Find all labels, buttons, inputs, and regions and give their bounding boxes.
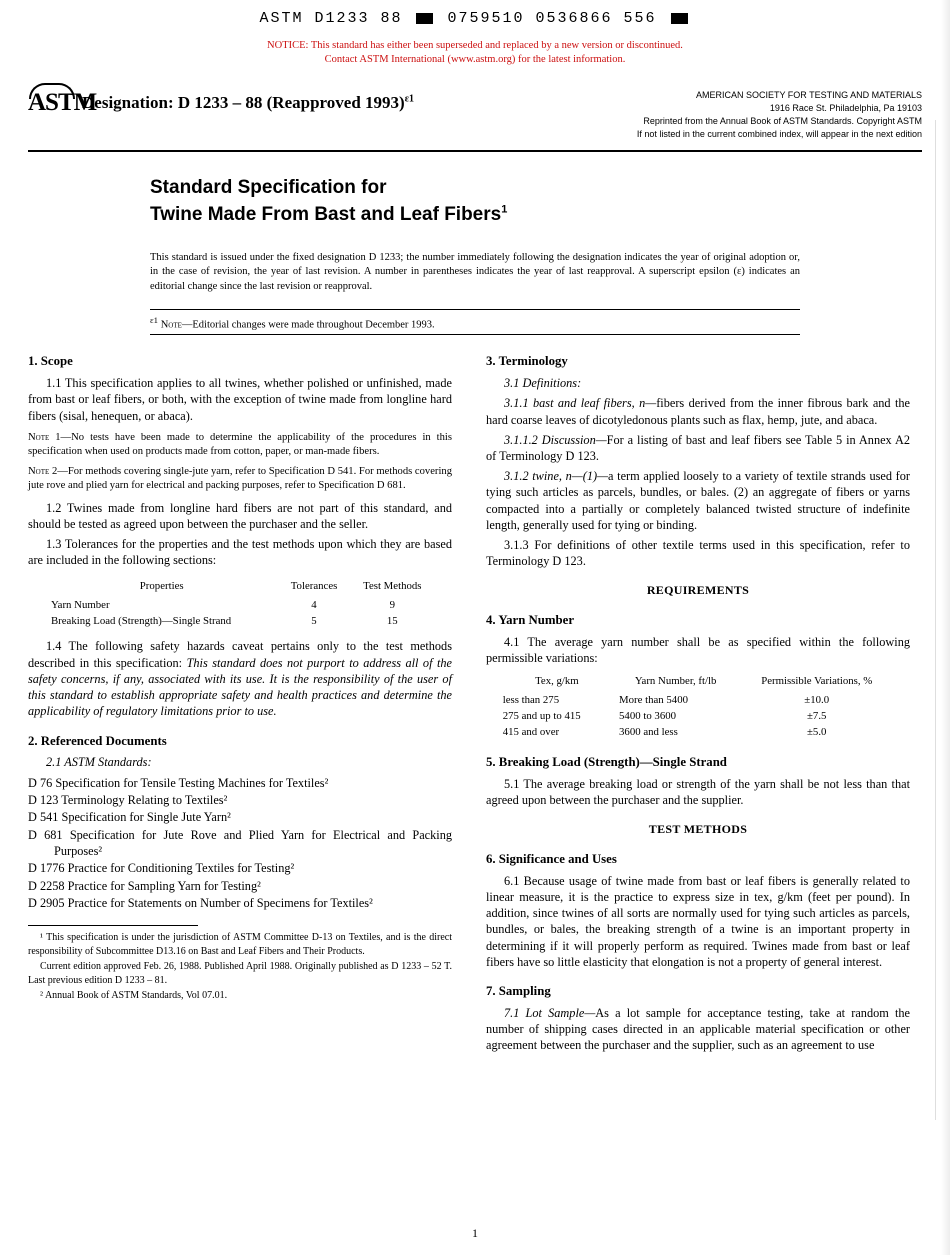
reference-list — [28, 775, 452, 912]
table-row — [45, 613, 435, 629]
para-1-3: 1.3 Tolerances for the properties and the test methods upon which they are based are included in the following sections: — [28, 537, 452, 568]
barcode-text: ASTM D1233 88 — [259, 10, 403, 27]
footnote-2: ² Annual Book of ASTM Standards, Vol 07.01. — [40, 990, 228, 1002]
section-head-test-methods: TEST METHODS — [648, 821, 748, 836]
col-header-permissible-variations: Permissible Variations, % — [761, 674, 873, 687]
col-header-tex: Tex, g/km — [535, 674, 579, 687]
heading-significance-and-uses: 6. Significance and Uses — [486, 851, 617, 866]
para-1-2: 1.2 Twines made from longline hard fibers are not part of this standard, and should be tested as agreed upon between the purchaser and the seller. — [28, 500, 452, 532]
para-3-1-2 — [486, 468, 910, 533]
list-item: D 541 Specification for Single Jute Yarn² — [28, 810, 231, 825]
note-2 — [28, 465, 452, 493]
cell-yarn-number: More than 5400 — [619, 693, 688, 706]
table-row — [45, 597, 435, 613]
col-header-yarn-number: Yarn Number, ft/lb — [634, 674, 717, 687]
term-bast-and-leaf-fibers: 3.1.1 bast and leaf fibers, n— — [504, 396, 657, 411]
heading-scope: 1. Scope — [28, 354, 73, 369]
designation-text: Designation: D 1233 – 88 (Reapproved 1993) — [82, 93, 405, 113]
list-item: D 2258 Practice for Sampling Yarn for Testing² — [28, 878, 261, 893]
para-1-4-plain: 1.4 The following safety hazards caveat pertains only to the test methods described in this specification: — [28, 639, 452, 670]
def-lot-sample: As a lot sample for acceptance testing, take at random the number of shipping cases directed in an applicable material specification or other agreement between the purchaser and the supplier, such as an agreement to use — [486, 1005, 910, 1053]
page-number: 1 — [472, 1226, 478, 1240]
table-row — [499, 724, 898, 740]
tolerances-table — [45, 578, 435, 630]
cell-variation: ±7.5 — [807, 710, 827, 723]
para-6-1: 6.1 Because usage of twine made from bast or leaf fibers is generally related to linear measure, it is the practice to express size in tex, g/km (feet per pound). In addition, since twines of all sorts are normally used for tying such articles as parcels, bundles, or bales, the breaking strength of a twine is an important property in determining if it will properly perform as required. Twines made from bast or leaf fibers have so little elasticity that elongation is not a property of general interest. — [486, 873, 910, 969]
notice-line-2: Contact ASTM International (www.astm.org) for the latest information. — [324, 54, 626, 66]
note-2-text: 2—For methods covering single-jute yarn, refer to Specification D 541. For methods covering jute rove and plied yarn for electrical and packing purposes, refer to Specification D 681. — [28, 466, 452, 492]
title-footnote-marker: 1 — [501, 203, 508, 216]
list-item: D 1776 Practice for Conditioning Textiles for Testing² — [28, 861, 295, 876]
para-7-1 — [486, 1005, 910, 1054]
def-bast-and-leaf-fibers: fibers derived from the inner fibrous bark and the hard coarse leaves of dicotyledonous plants such as flax, hemp, jute, and abaca. — [486, 396, 911, 427]
term-lot-sample: 7.1 Lot Sample— — [504, 1005, 596, 1020]
footnote-edition: Current edition approved Feb. 26, 1988. Published April 1988. Originally published as D 1233 – 52 T. Last previous edition D 1233 – 81. — [28, 961, 452, 986]
notice-line-1: NOTICE: This standard has either been superseded and replaced by a new version or discontinued. — [267, 40, 683, 51]
term-discussion: 3.1.1.2 Discussion— — [504, 432, 607, 447]
masthead-rule — [28, 150, 922, 152]
cell-tex: 415 and over — [502, 726, 560, 739]
scan-edge-line — [935, 120, 936, 1120]
table-row — [499, 692, 898, 708]
cell-tex: 275 and up to 415 — [502, 710, 581, 723]
table-header-row — [45, 578, 435, 597]
para-3-1-1 — [486, 395, 910, 427]
title-line-2 — [150, 201, 800, 229]
barcode-block-icon — [416, 13, 433, 24]
title-line-2-text: Twine Made From Bast and Leaf Fibers — [150, 204, 502, 226]
heading-referenced-documents: 2. Referenced Documents — [28, 733, 167, 748]
para-5-1: 5.1 The average breaking load or strength of the yarn shall be not less than that agreed upon between the purchaser and the supplier. — [486, 776, 910, 807]
col-header-properties: Properties — [139, 579, 184, 592]
col-header-tolerances: Tolerances — [290, 579, 338, 592]
epsilon-note-text: —Editorial changes were made throughout December 1993. — [181, 319, 435, 331]
para-3-1-text: 3.1 Definitions: — [504, 376, 582, 391]
def-discussion: For a listing of bast and leaf fibers see Table 5 in Annex A2 of Terminology D 123. — [486, 432, 910, 463]
list-item: D 76 Specification for Tensile Testing Machines for Textiles² — [28, 775, 329, 790]
masthead — [28, 81, 922, 147]
term-twine: 3.1.2 twine, n—(1)— — [504, 469, 609, 484]
para-4-1: 4.1 The average yarn number shall be as specified within the following permissible variations: — [486, 635, 910, 666]
heading-yarn-number: 4. Yarn Number — [486, 613, 575, 628]
society-line-2: 1916 Race St. Philadelphia, Pa 19103 — [769, 103, 922, 114]
issue-statement: This standard is issued under the fixed designation D 1233; the number immediately following the designation indicates the year of original adoption or, in the case of revision, the year of last revision. A number in parentheses indicates the year of last reapproval. A superscript epsilon (ε) indicates an editorial change since the last revision or reapproval. — [150, 251, 800, 292]
right-column — [486, 353, 910, 1057]
cell-tolerance: 5 — [311, 615, 317, 628]
barcode-digits: 0759510 0536866 556 — [447, 10, 657, 27]
heading-terminology: 3. Terminology — [486, 354, 568, 369]
note-1 — [28, 431, 452, 459]
def-twine: a term applied loosely to a variety of textile strands used for tying such articles as parcels, bundles, or bales. (2) an aggregate of fibers or yarns compacted into a partially or completely balanced twisted structure of indefinite length, generally used for tying or binding. — [486, 469, 910, 532]
astm-logo-icon — [28, 81, 97, 121]
list-item: D 2905 Practice for Statements on Number of Specimens for Textiles² — [28, 896, 373, 911]
designation-superscript: ε1 — [404, 93, 414, 105]
cell-test-method: 9 — [389, 598, 396, 611]
body-columns — [28, 353, 922, 1057]
para-3-1-3: 3.1.3 For definitions of other textile terms used in this specification, refer to Terminology D 123. — [486, 538, 910, 569]
cell-variation: ±10.0 — [804, 693, 830, 706]
title-line-1: Standard Specification for — [150, 176, 387, 198]
para-3-1-1-2 — [486, 432, 910, 464]
cell-yarn-number: 3600 and less — [619, 726, 678, 739]
note-1-label: Note — [28, 431, 50, 443]
document-title — [150, 174, 800, 229]
list-item: D 681 Specification for Jute Rove and Plied Yarn for Electrical and Packing Purposes² — [28, 827, 452, 858]
cell-property: Yarn Number — [50, 598, 110, 611]
society-line-4: If not listed in the current combined index, will appear in the next edition — [636, 129, 922, 140]
cell-tolerance: 4 — [311, 598, 317, 611]
note-2-label: Note — [28, 466, 50, 478]
cell-property: Breaking Load (Strength)—Single Strand — [50, 615, 232, 628]
para-1-4-italic: This standard does not purport to address all of the safety concerns, if any, associated with its use. It is the responsibility of the user of this standard to establish appropriate safety and health practices and determine the applicability of regulatory limitations prior to use. — [28, 655, 452, 719]
para-3-1 — [486, 375, 910, 391]
left-column — [28, 353, 452, 1057]
yarn-number-table — [499, 673, 898, 741]
heading-breaking-load: 5. Breaking Load (Strength)—Single Strand — [486, 754, 727, 769]
scan-edge-shading — [941, 0, 950, 1255]
para-1-4 — [28, 638, 452, 719]
designation-line — [82, 81, 414, 113]
society-line-3: Reprinted from the Annual Book of ASTM Standards. Copyright ASTM — [643, 116, 922, 127]
cell-tex: less than 275 — [502, 693, 560, 706]
epsilon-note-label: Note — [160, 319, 182, 331]
note-1-text: 1—No tests have been made to determine the applicability of the procedures in this specification when used on products made from cotton, paper, or man-made fibers. — [28, 431, 452, 457]
footnote-1: ¹ This specification is under the jurisdiction of ASTM Committee D-13 on Textiles, and is the direct responsibility of Subcommittee D13.16 on Bast and Leaf Fibers and Their Products. — [28, 932, 452, 957]
col-header-test-methods: Test Methods — [363, 579, 422, 592]
barcode-block-icon — [671, 13, 688, 24]
section-head-requirements: REQUIREMENTS — [646, 583, 750, 598]
footnote-rule — [28, 925, 198, 926]
para-2-1: 2.1 ASTM Standards: — [46, 755, 152, 770]
society-address — [637, 81, 922, 141]
para-1-1: 1.1 This specification applies to all twines, whether polished or unfinished, made from bast or leaf fibers, or both, with the exception of twine made from longline hard fibers (sisal, henequen, or abaca). — [28, 376, 452, 423]
table-header-row — [499, 673, 898, 692]
astm-logo-text: ASTM — [28, 89, 97, 117]
cell-variation: ±5.0 — [807, 726, 827, 739]
cell-yarn-number: 5400 to 3600 — [619, 710, 677, 723]
list-item: D 123 Terminology Relating to Textiles² — [28, 792, 228, 807]
supersede-notice — [0, 39, 950, 67]
barcode-header — [0, 0, 950, 27]
heading-sampling: 7. Sampling — [486, 984, 551, 998]
footnotes — [28, 931, 452, 1003]
epsilon-note — [150, 310, 800, 336]
table-row — [499, 708, 898, 724]
cell-test-method: 15 — [386, 615, 398, 628]
epsilon-note-marker: ε1 — [150, 314, 159, 325]
society-line-1: AMERICAN SOCIETY FOR TESTING AND MATERIALS — [695, 90, 922, 101]
